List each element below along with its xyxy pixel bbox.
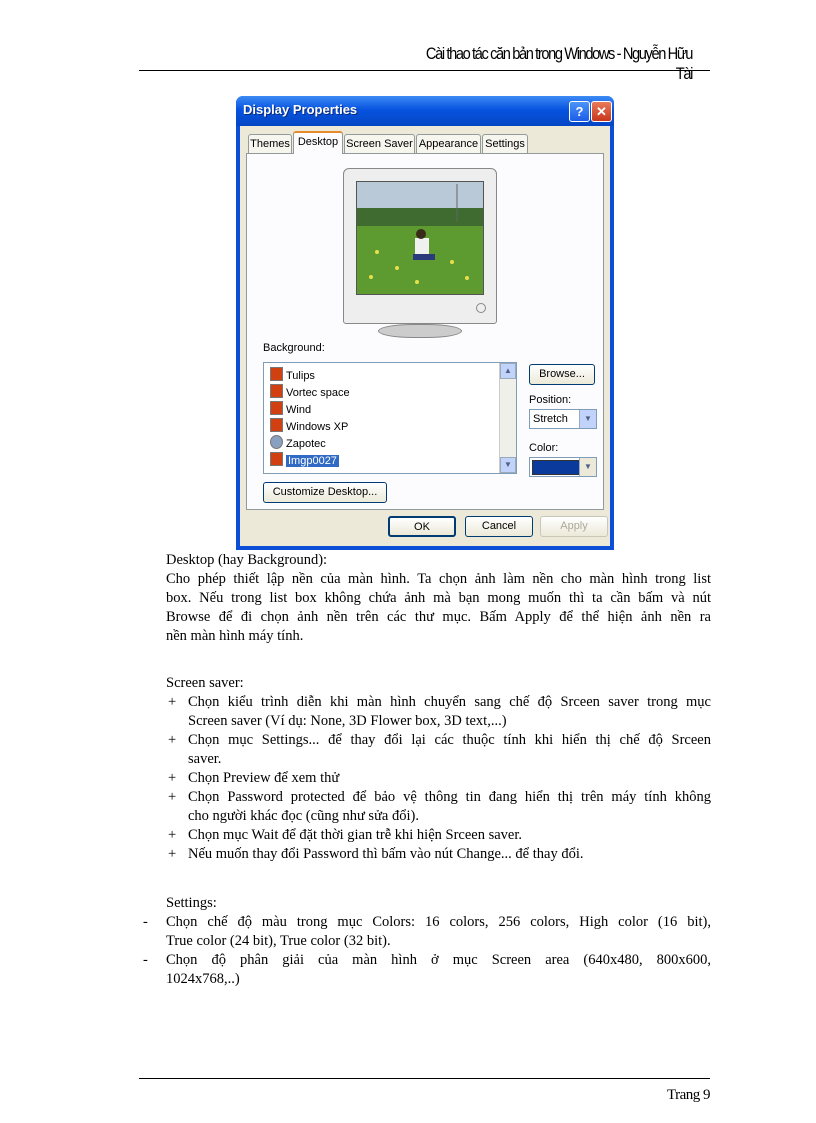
screensaver-item-line: cho người khác đọc (cũng như sửa đổi). [188, 808, 419, 824]
list-item[interactable]: Wind [270, 401, 311, 417]
monitor-stand [378, 324, 462, 338]
help-button[interactable]: ? [569, 101, 590, 122]
ok-button[interactable]: OK [388, 516, 456, 537]
image-file-icon [270, 367, 283, 381]
list-item[interactable]: Windows XP [270, 418, 348, 434]
dash-marker: - [143, 914, 148, 930]
desktop-paragraph-line: Cho phép thiết lập nền của màn hình. Ta chọn ảnh làm nền cho màn hình trong list [166, 571, 711, 587]
power-button-icon [476, 303, 486, 313]
bullet-marker: + [168, 846, 177, 862]
position-label: Position: [529, 394, 572, 406]
apply-button[interactable]: Apply [540, 516, 608, 537]
running-header: Cài thao tác căn bản trong Windows - Nguyễn Hữu Tài [425, 44, 692, 83]
display-properties-dialog [236, 96, 614, 550]
bullet-marker: + [168, 732, 177, 748]
image-file-icon [270, 452, 283, 466]
settings-item-line: Chọn độ phân giải của màn hình ở mục Screen area (640x480, 800x600, [166, 952, 711, 968]
close-button[interactable]: ✕ [591, 101, 612, 122]
list-item[interactable]: Tulips [270, 367, 315, 383]
tab-themes[interactable]: Themes [248, 134, 292, 153]
image-file-icon [270, 401, 283, 415]
scroll-up-icon[interactable]: ▲ [500, 363, 516, 379]
dialog-titlebar [236, 96, 614, 126]
list-item[interactable]: Zapotec [270, 435, 326, 451]
bullet-marker: + [168, 770, 177, 786]
listbox-scrollbar[interactable] [499, 363, 516, 473]
grass-field-photo [357, 182, 484, 295]
screensaver-heading: Screen saver: [166, 675, 244, 691]
color-picker-button[interactable] [529, 457, 597, 477]
image-file-icon [270, 384, 283, 398]
list-item-selected[interactable]: Imgp0027 [270, 452, 339, 468]
customize-desktop-button[interactable]: Customize Desktop... [263, 482, 387, 503]
bullet-marker: + [168, 789, 177, 805]
background-label: Background: [263, 342, 325, 354]
desktop-paragraph-line: Browse để đi chọn ảnh nền trên các thư mục. Bấm Apply để thể hiện ảnh nền ra [166, 609, 711, 625]
screensaver-item-line: Chọn mục Settings... để thay đổi lại các thuộc tính khi hiển thị chế độ Srceen [188, 732, 711, 748]
list-item[interactable]: Vortec space [270, 384, 350, 400]
color-swatch [532, 460, 580, 475]
tab-appearance[interactable]: Appearance [416, 134, 481, 153]
settings-heading: Settings: [166, 895, 217, 911]
bullet-marker: + [168, 694, 177, 710]
background-listbox[interactable] [263, 362, 517, 474]
chevron-down-icon[interactable]: ▼ [579, 458, 596, 476]
screensaver-item-line: Screen saver (Ví dụ: None, 3D Flower box, 3D text,...) [188, 713, 507, 729]
tab-settings[interactable]: Settings [482, 134, 528, 153]
screensaver-item-line: Chọn Preview để xem thử [188, 770, 340, 786]
footer-rule [139, 1078, 710, 1079]
position-select[interactable] [529, 409, 597, 429]
browse-button[interactable]: Browse... [529, 364, 595, 385]
page-number: Trang 9 [666, 1087, 710, 1103]
desktop-paragraph-line: box. Nếu trong list box không chứa ảnh mà bạn mong muốn thì ta cần bấm và nút [166, 590, 711, 606]
screensaver-item-line: Chọn mục Wait để đặt thời gian trễ khi hiện Srceen saver. [188, 827, 523, 843]
tab-desktop[interactable]: Desktop [293, 131, 343, 154]
image-file-icon [270, 418, 283, 432]
settings-item-line: 1024x768,..) [166, 971, 240, 987]
dialog-title: Display Properties [243, 102, 358, 117]
screensaver-item-line: Nếu muốn thay đổi Password thì bấm vào nút Change... để thay đổi. [188, 846, 584, 862]
header-rule [139, 70, 710, 71]
scroll-down-icon[interactable]: ▼ [500, 457, 516, 473]
position-value: Stretch [533, 413, 568, 425]
tab-screen-saver[interactable]: Screen Saver [344, 134, 415, 153]
monitor-preview [343, 168, 497, 324]
zapotec-file-icon [270, 435, 283, 449]
dash-marker: - [143, 952, 148, 968]
screensaver-item-line: Chọn kiểu trình diễn khi màn hình chuyển sang chế độ Srceen saver trong mục [188, 694, 711, 710]
dialog-client [240, 126, 610, 546]
settings-item-line: Chọn chế độ màu trong mục Colors: 16 colors, 256 colors, High color (16 bit), [166, 914, 711, 930]
screensaver-item-line: Chọn Password protected để bảo vệ thông tin đang hiển thị trên máy tính không [188, 789, 711, 805]
cancel-button[interactable]: Cancel [465, 516, 533, 537]
settings-item-line: True color (24 bit), True color (32 bit). [166, 933, 391, 949]
bullet-marker: + [168, 827, 177, 843]
desktop-heading: Desktop (hay Background): [166, 552, 328, 568]
desktop-tab-panel [246, 153, 604, 510]
desktop-paragraph-line: nền màn hình máy tính. [166, 628, 304, 644]
wallpaper-preview-image [356, 181, 484, 295]
chevron-down-icon[interactable]: ▼ [579, 410, 596, 428]
color-label: Color: [529, 442, 559, 454]
screensaver-item-line: saver. [188, 751, 222, 767]
